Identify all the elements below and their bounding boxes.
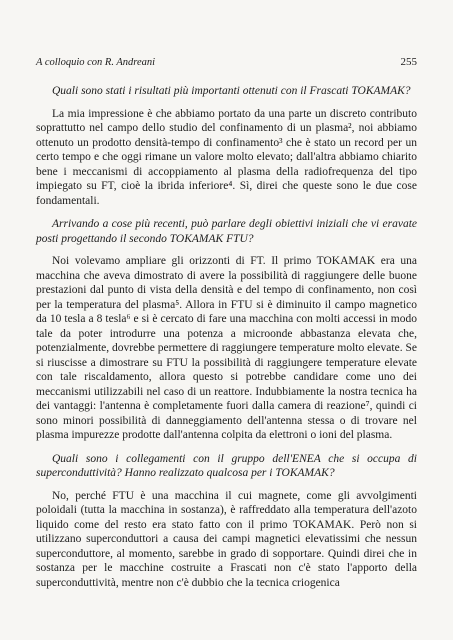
spacer xyxy=(36,481,417,489)
page-header xyxy=(36,56,417,68)
spacer xyxy=(36,99,417,107)
answer-3: No, perché FTU è una macchina il cui magnete, come gli avvolgimenti poloidali (tutta la macchina in sostanza), è raffreddato alla temperatura dell'azoto liquido come del resto era stato fatto con il primo TOKAMAK. Però non si utilizzano superconduttori a causa dei campi magnetici elevatissimi che nessun superconduttore, al momento, sarebbe in grado di sopportare. Quindi direi che in sostanza per le macchine costruite a Frascati non c'è stato l'apporto della superconduttività, mentre non c'è dubbio che la tecnica criogenica xyxy=(36,489,417,589)
page-body xyxy=(36,84,417,599)
running-title: A colloquio con R. Andreani xyxy=(36,57,156,68)
page-number: 255 xyxy=(400,56,417,68)
answer-2: Noi volevamo ampliare gli orizzonti di FT. Il primo TOKAMAK era una macchina che aveva dimostrato di avere la possibilità di raggiungere delle buone prestazioni dal punto di vista della densità e del tempo di confinamento, non così per la temperatura del plasma⁵. Allora in FTU si è diminuito il campo magnetico da 10 tesla a 8 tesla⁶ e si è cercato di fare una macchina con molti accessi in modo tale da poter introdurre una potenza a microonde abbastanza elevata che, potenzialmente, dovrebbe permettere di raggiungere temperature molto elevate. Se si riuscisse a dimostrare su FTU la possibilità di raggiungere temperature elevate con tale riscaldamento, allora questo si potrebbe candidare come uno dei meccanismi utilizzabili nel caso di un reattore. Indubbiamente la nostra tecnica ha dei vantaggi: l'antenna è completamente fuori dalla camera di reazione⁷, quindi ci sono minori possibilità di danneggiamento dell'antenna stessa o di trovare nel plasma impurezze prodotte dall'antenna colpita da elettroni o ioni del plasma. xyxy=(36,255,417,441)
question-2: Arrivando a cose più recenti, può parlare degli obiettivi iniziali che vi eravate posti progettando il secondo TOKAMAK FTU? xyxy=(36,218,417,245)
question-1: Quali sono stati i risultati più importanti ottenuti con il Frascati TOKAMAK? xyxy=(52,85,411,97)
answer-1: La mia impressione è che abbiamo portato da una parte un discreto contributo soprattutto nel campo dello studio del confinamento di un plasma², noi abbiamo ottenuto un prodotto densità-tempo di confinamento³ che è stato un record per un certo tempo e che oggi rimane un valore molto elevato; dall'altra abbiamo chiarito bene i meccanismi di accoppiamento al plasma della radiofrequenza del tipo impiegato su FT, cioè la ibrida inferiore⁴. Sì, direi che queste sono le due cose fondamentali. xyxy=(36,107,417,207)
spacer xyxy=(36,246,417,254)
question-3: Quali sono i collegamenti con il gruppo dell'ENEA che si occupa di superconduttività? Hanno realizzato qualcosa per i TOKAMAK? xyxy=(36,452,417,479)
